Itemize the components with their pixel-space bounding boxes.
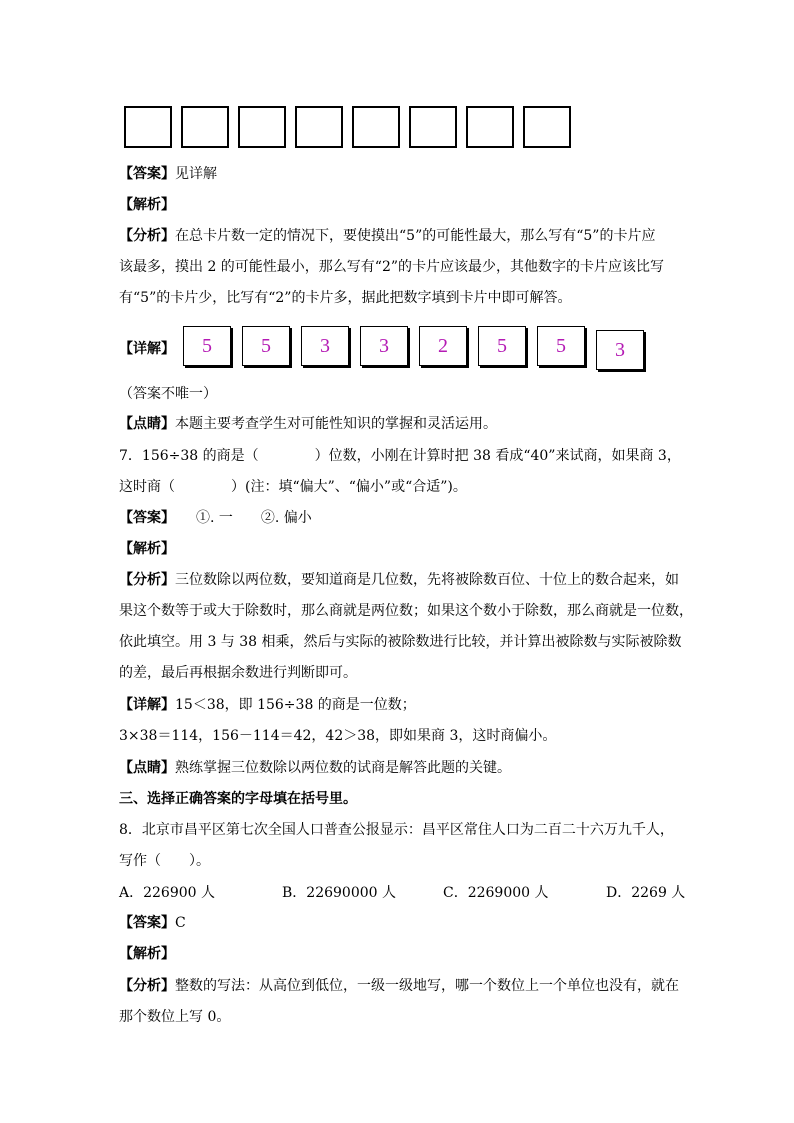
q6-dianjing [119,414,497,434]
detail-tag: 【详解】 [119,341,175,357]
fenxi-tag: 【分析】 [119,978,175,994]
empty-card [466,106,514,148]
answer-tag: 【答案】 [119,510,168,526]
q7-fenxi-line3: 依此填空。用 3 与 38 相乘，然后与实际的被除数进行比较，并计算出被除数与实际被除数 [119,634,682,650]
fenxi-tag: 【分析】 [119,228,175,244]
q8-stem-line2: 写作（ ）。 [119,853,210,869]
section-heading: 三、选择正确答案的字母填在括号里。 [119,791,357,807]
fenxi-text: 三位数除以两位数，要知道商是几位数，先将被除数百位、十位上的数合起来，如 [175,572,679,588]
answer-text: C [175,915,186,931]
option-a: A．226900 人 [119,885,216,901]
q8-fenxi-line1 [119,976,679,996]
detail-text: 15＜38，即 156÷38 的商是一位数； [175,697,416,713]
q6-detail-row [119,326,655,370]
number-cards [183,326,655,370]
answer-text: 见详解 [175,166,217,182]
fenxi-text: 整数的写法：从高位到低位，一级一级地写，哪一个数位上一个单位也没有，就在 [175,978,679,994]
dianjing-text: 本题主要考查学生对可能性知识的掌握和灵活运用。 [175,416,497,432]
fenxi-tag: 【分析】 [119,572,175,588]
answer-tag: 【答案】 [119,915,175,931]
fenxi-text: 在总卡片数一定的情况下，要使摸出“5”的可能性最大，那么写有“5”的卡片应 [175,228,656,244]
answer-tag: 【答案】 [119,166,175,182]
q7-stem-line1: 7．156÷38 的商是（ ）位数，小刚在计算时把 38 看成“40”来试商，如果商 3， [119,448,681,464]
empty-card [523,106,571,148]
q7-answer [119,508,312,528]
q7-detail-line1 [119,695,416,715]
q6-fenxi-line1 [119,226,655,246]
option-d: D．2269 人 [606,885,686,901]
q7-stem-line2: 这时商（ ）(注：填“偏大”、“偏小”或“合适”)。 [119,479,467,495]
q7-analysis-tag: 【解析】 [119,541,175,557]
q8-fenxi-line2: 那个数位上写 0。 [119,1009,231,1025]
empty-card [181,106,229,148]
q6-fenxi-line2: 该最多，摸出 2 的可能性最小，那么写有“2”的卡片应该最少，其他数字的卡片应该比写 [119,259,665,275]
q8-options [119,882,686,902]
option-b: B．22690000 人 [282,885,396,901]
detail-tag: 【详解】 [119,697,175,713]
empty-card [238,106,286,148]
number-card: 2 [419,326,467,366]
number-card: 5 [183,326,231,366]
q6-answer [119,164,217,184]
q7-fenxi-line4: 的差，最后再根据余数进行判断即可。 [119,665,357,681]
answer-text: ①. 一 ②. 偏小 [168,510,312,526]
empty-card [124,106,172,148]
q7-detail-line2: 3×38＝114，156－114＝42，42＞38，即如果商 3，这时商偏小。 [119,728,557,744]
dianjing-text: 熟练掌握三位数除以两位数的试商是解答此题的关键。 [175,760,511,776]
option-c: C．2269000 人 [443,885,549,901]
number-card: 3 [301,326,349,366]
q6-analysis-tag: 【解析】 [119,197,175,213]
q6-note: （答案不唯一） [119,386,217,402]
empty-card [352,106,400,148]
q8-stem-line1: 8．北京市昌平区第七次全国人口普查公报显示：昌平区常住人口为二百二十六万九千人， [119,822,674,838]
number-card: 3 [596,330,644,370]
number-card: 3 [360,326,408,366]
number-card: 5 [537,326,585,366]
q6-fenxi-line3: 有“5”的卡片少，比写有“2”的卡片多，据此把数字填到卡片中即可解答。 [119,290,572,306]
number-card: 5 [478,326,526,366]
q8-answer [119,913,186,933]
dianjing-tag: 【点睛】 [119,416,175,432]
q7-dianjing [119,758,511,778]
q7-fenxi-line1 [119,570,679,590]
empty-card-row [124,106,580,148]
number-card: 5 [242,326,290,366]
dianjing-tag: 【点睛】 [119,760,175,776]
q7-fenxi-line2: 果这个数等于或大于除数时，那么商就是两位数；如果这个数小于除数，那么商就是一位数， [119,603,693,619]
empty-card [295,106,343,148]
empty-card [409,106,457,148]
q8-analysis-tag: 【解析】 [119,946,175,962]
